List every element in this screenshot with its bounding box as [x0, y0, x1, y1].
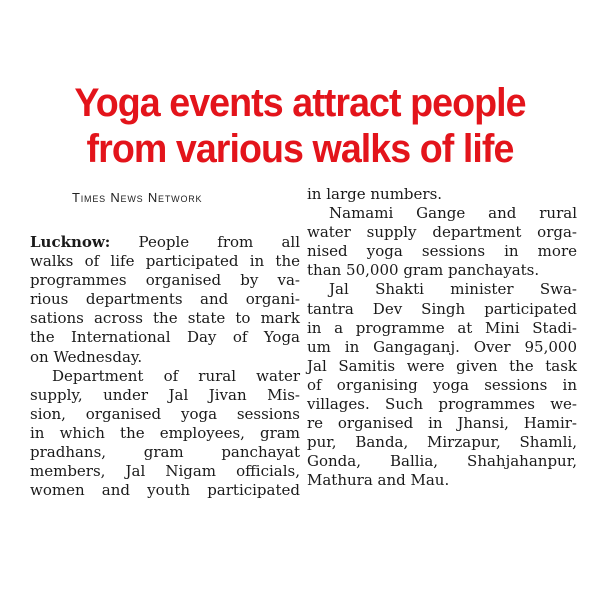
text-line: nised yoga sessions in more — [307, 242, 577, 261]
text-line: Gonda, Ballia, Shahjahanpur, — [307, 452, 577, 471]
article-column-right — [307, 185, 577, 491]
dateline: Lucknow: — [30, 233, 111, 251]
text-line: supply, under Jal Jivan Mis- — [30, 385, 300, 404]
text-line: Department of rural water — [52, 366, 300, 385]
text-line: walks of life participated in the — [30, 252, 300, 271]
text-line: sion, organised yoga sessions — [30, 404, 300, 423]
paragraph-4 — [307, 280, 577, 490]
text-line: members, Jal Nigam officials, — [30, 462, 300, 481]
text-line: re organised in Jhansi, Hamir- — [307, 414, 577, 433]
text-line: than 50,000 gram panchayats. — [307, 261, 540, 280]
text-line: Jal Samitis were given the task — [307, 356, 577, 375]
text-line: pradhans, gram panchayat — [30, 443, 300, 462]
text-line: in a programme at Mini Stadi- — [307, 318, 577, 337]
text-line: sations across the state to mark — [30, 309, 300, 328]
text-line: the International Day of Yoga — [30, 328, 300, 347]
text-line: programmes organised by va- — [30, 271, 300, 290]
paragraph-3 — [307, 204, 577, 280]
text-line: water supply department orga- — [307, 223, 577, 242]
headline-line-1: Yoga events attract people — [74, 81, 526, 125]
text-line: rious departments and organi- — [30, 290, 300, 309]
text-line: um in Gangaganj. Over 95,000 — [307, 337, 577, 356]
paragraph-2 — [30, 367, 300, 501]
text-line: Lucknow: People from all — [30, 233, 300, 251]
text-line: villages. Such programmes we- — [307, 395, 577, 414]
text-line: Mathura and Mau. — [307, 471, 450, 490]
headline — [18, 80, 582, 172]
text-line: in large numbers. — [307, 185, 443, 203]
paragraph-continued — [307, 185, 577, 204]
text-line: tantra Dev Singh participated — [307, 299, 577, 318]
byline: Times News Network — [72, 190, 203, 205]
paragraph-1 — [30, 233, 300, 367]
text-line: Namami Gange and rural — [329, 204, 577, 223]
article-column-left — [30, 233, 300, 500]
text-line: pur, Banda, Mirzapur, Shamli, — [307, 433, 577, 452]
text-line: of organising yoga sessions in — [307, 375, 577, 394]
text-line: on Wednesday. — [30, 347, 143, 366]
text-line: Jal Shakti minister Swa- — [329, 280, 577, 299]
text-line: women and youth participated — [30, 481, 300, 500]
headline-line-2: from various walks of life — [86, 127, 514, 171]
text-line: in which the employees, gram — [30, 423, 300, 442]
